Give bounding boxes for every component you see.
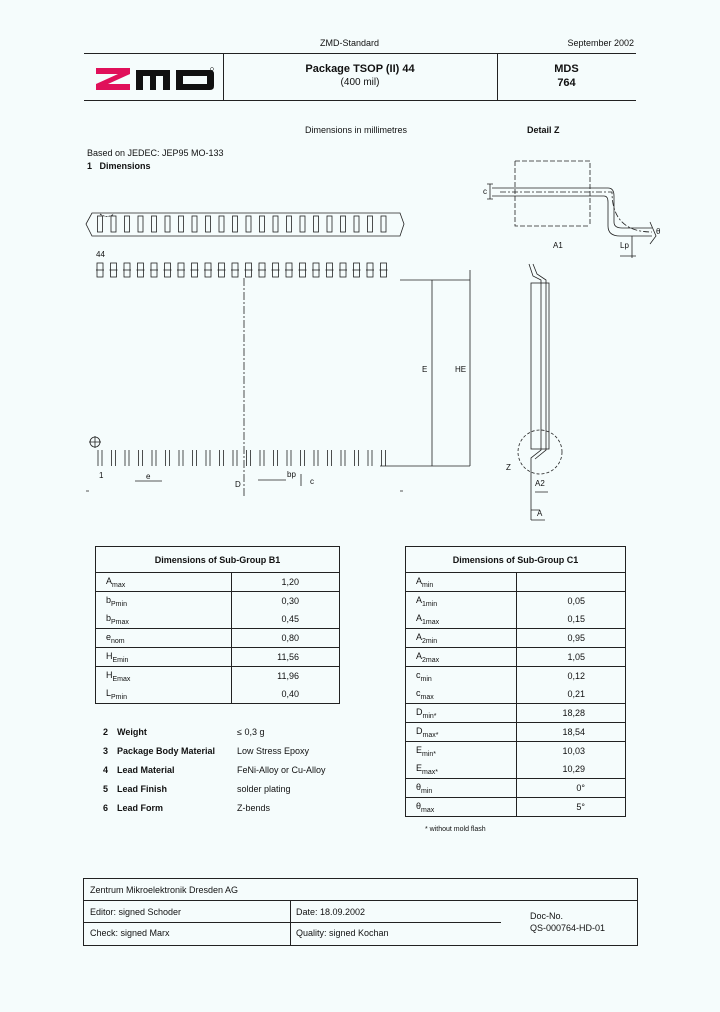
side-pin xyxy=(260,216,265,232)
side-pin xyxy=(341,216,346,232)
Z-label: Z xyxy=(506,463,511,472)
table-sub-group-c1 xyxy=(405,546,626,817)
value-cell: 18,28 xyxy=(517,704,626,723)
item-value: FeNi-Alloy or Cu-Alloy xyxy=(237,765,326,775)
side-pin xyxy=(354,216,359,232)
bp-label: bp xyxy=(287,470,296,479)
table-row xyxy=(96,667,340,686)
side-pin xyxy=(206,216,211,232)
item-value: solder plating xyxy=(237,784,291,794)
table-row xyxy=(96,610,340,629)
section-label: Dimensions xyxy=(99,161,151,171)
symbol: c xyxy=(416,669,421,680)
item-number: 2 xyxy=(103,727,109,737)
symbol: θ xyxy=(416,781,422,792)
value-cell: 5° xyxy=(517,798,626,817)
symbol-subscript: 1max xyxy=(422,618,440,626)
table-row xyxy=(406,573,626,592)
value-cell: 0° xyxy=(517,779,626,798)
item-number: 3 xyxy=(103,746,109,756)
symbol: E xyxy=(416,762,423,773)
table-row xyxy=(96,685,340,704)
item-label: Package Body Material xyxy=(117,746,216,756)
table-row xyxy=(406,648,626,667)
symbol: A xyxy=(416,650,423,661)
side-pin xyxy=(246,216,251,232)
symbol: L xyxy=(106,687,112,698)
value-cell: 18,54 xyxy=(517,723,626,742)
symbol-cell xyxy=(96,685,232,704)
symbol: A xyxy=(416,575,423,586)
value-cell: 0,40 xyxy=(232,685,340,704)
symbol-subscript: min xyxy=(421,787,433,795)
symbol-cell xyxy=(406,573,517,592)
item-value: Z-bends xyxy=(237,803,271,813)
symbol-subscript: min xyxy=(420,675,432,683)
table-row xyxy=(96,629,340,648)
table-row xyxy=(406,592,626,611)
symbol-cell xyxy=(406,610,517,629)
symbol-cell xyxy=(96,629,232,648)
table-row xyxy=(406,610,626,629)
table-b1-title: Dimensions of Sub-Group B1 xyxy=(96,547,340,573)
side-pin xyxy=(152,216,157,232)
symbol-subscript: max xyxy=(112,581,126,589)
side-pin xyxy=(233,216,238,232)
doc-no-label: Doc-No. xyxy=(530,911,564,921)
symbol-subscript: min* xyxy=(422,750,437,758)
symbol-cell xyxy=(406,798,517,817)
symbol: c xyxy=(416,687,421,698)
side-pin xyxy=(273,216,278,232)
footer-title-block xyxy=(83,878,638,946)
value-cell: 0,30 xyxy=(232,592,340,611)
symbol: e xyxy=(106,631,112,642)
jedec-reference: Based on JEDEC: JEP95 MO-133 xyxy=(87,148,224,158)
date: Date: 18.09.2002 xyxy=(296,907,366,917)
c-label: c xyxy=(310,477,314,486)
symbol: θ xyxy=(416,800,422,811)
symbol-cell xyxy=(96,592,232,611)
pitch-dimension-lines xyxy=(135,474,301,486)
symbol: b xyxy=(106,594,112,605)
d-label: D xyxy=(235,480,241,489)
side-pin xyxy=(327,216,332,232)
item-value: Low Stress Epoxy xyxy=(237,746,310,756)
item-number: 4 xyxy=(103,765,109,775)
spec-item xyxy=(103,727,264,737)
symbol-cell xyxy=(406,704,517,723)
editor: Editor: signed Schoder xyxy=(90,907,182,917)
symbol: A xyxy=(416,612,423,623)
symbol: A xyxy=(416,594,423,605)
symbol: D xyxy=(416,706,423,717)
side-pin xyxy=(300,216,305,232)
theta-label: θ xyxy=(656,227,661,236)
value-cell: 1,20 xyxy=(232,573,340,592)
symbol-cell xyxy=(406,723,517,742)
side-pin xyxy=(368,216,373,232)
table-row xyxy=(406,723,626,742)
standard-label: ZMD-Standard xyxy=(320,38,380,48)
side-pin xyxy=(138,216,143,232)
Lp-label: Lp xyxy=(620,241,629,250)
item-number: 6 xyxy=(103,803,109,813)
value-cell: 11,96 xyxy=(232,667,340,686)
table-row xyxy=(406,685,626,704)
value-cell: 0,95 xyxy=(517,629,626,648)
value-cell: 0,21 xyxy=(517,685,626,704)
value-cell: 0,12 xyxy=(517,667,626,686)
symbol-cell xyxy=(406,629,517,648)
crosshair-lines xyxy=(89,436,101,448)
symbol-subscript: Pmin xyxy=(111,693,127,701)
E-label: E xyxy=(422,365,428,374)
table-row xyxy=(406,742,626,761)
spec-item xyxy=(103,784,291,794)
symbol-subscript: max* xyxy=(422,768,438,776)
package-title: Package TSOP (II) 44 xyxy=(305,63,415,75)
symbol-cell xyxy=(406,760,517,779)
check: Check: signed Marx xyxy=(90,928,170,938)
table-row xyxy=(406,704,626,723)
item-value: ≤ 0,3 g xyxy=(237,727,265,737)
symbol-cell xyxy=(96,610,232,629)
side-pin xyxy=(98,216,103,232)
symbol-subscript: min* xyxy=(422,712,437,720)
value-cell: 10,29 xyxy=(517,760,626,779)
value-cell: 0,45 xyxy=(232,610,340,629)
A1-label: A1 xyxy=(553,241,563,250)
symbol-subscript: min xyxy=(422,581,434,589)
spec-item xyxy=(103,765,326,775)
symbol-subscript: Emin xyxy=(112,656,129,664)
symbol-cell xyxy=(406,685,517,704)
item-label: Lead Material xyxy=(117,765,175,775)
symbol-cell xyxy=(406,648,517,667)
HE-label: HE xyxy=(455,365,467,374)
item-label: Weight xyxy=(117,727,147,737)
table-row xyxy=(406,667,626,686)
symbol-cell xyxy=(406,667,517,686)
section-number: 1 xyxy=(87,161,93,171)
symbol-subscript: Emax xyxy=(112,675,131,683)
units-note: Dimensions in millimetres xyxy=(305,125,408,135)
value-cell: 0,05 xyxy=(517,592,626,611)
pin-1-label: 1 xyxy=(99,471,104,480)
value-cell: 10,03 xyxy=(517,742,626,761)
e-label: e xyxy=(146,472,151,481)
symbol: b xyxy=(106,612,112,623)
symbol: H xyxy=(106,650,113,661)
table-row xyxy=(406,798,626,817)
value-cell: 0,15 xyxy=(517,610,626,629)
symbol: D xyxy=(416,725,423,736)
side-pin xyxy=(381,216,386,232)
symbol-subscript: max* xyxy=(422,731,439,739)
symbol: E xyxy=(416,744,423,755)
symbol-subscript: nom xyxy=(111,637,125,645)
footnote: * without mold flash xyxy=(425,826,486,833)
symbol-subscript: 1min xyxy=(422,600,438,608)
symbol-subscript: 2max xyxy=(422,656,440,664)
header-date: September 2002 xyxy=(567,38,634,48)
value-cell: 0,80 xyxy=(232,629,340,648)
side-pin xyxy=(192,216,197,232)
symbol-cell xyxy=(96,648,232,667)
mds-number: 764 xyxy=(557,77,576,89)
pin-44-label: 44 xyxy=(96,250,105,259)
symbol-cell xyxy=(406,779,517,798)
spec-item xyxy=(103,746,309,756)
symbol-cell xyxy=(406,742,517,761)
item-label: Lead Finish xyxy=(117,784,168,794)
table-row xyxy=(96,648,340,667)
symbol-cell xyxy=(96,573,232,592)
package-subtitle: (400 mil) xyxy=(340,77,380,88)
side-pin xyxy=(111,216,116,232)
symbol: A xyxy=(106,575,113,586)
detail-c-label: c xyxy=(483,187,487,196)
side-pin xyxy=(179,216,184,232)
side-pin xyxy=(165,216,170,232)
item-number: 5 xyxy=(103,784,109,794)
side-view-outline xyxy=(86,213,404,236)
mds-label: MDS xyxy=(554,63,579,75)
table-row xyxy=(406,760,626,779)
value-cell: 11,56 xyxy=(232,648,340,667)
table-row xyxy=(96,592,340,611)
side-pin xyxy=(219,216,224,232)
symbol-cell xyxy=(406,592,517,611)
symbol-subscript: max xyxy=(420,693,434,701)
table-row xyxy=(406,629,626,648)
table-row xyxy=(406,779,626,798)
spec-item xyxy=(103,803,270,813)
symbol-subscript: Pmin xyxy=(111,600,127,608)
symbol: H xyxy=(106,669,113,680)
quality: Quality: signed Kochan xyxy=(296,928,389,938)
doc-no-value: QS-000764-HD-01 xyxy=(530,923,606,933)
symbol-subscript: max xyxy=(421,806,435,814)
A-label: A xyxy=(537,509,543,518)
side-pin xyxy=(314,216,319,232)
company-name: Zentrum Mikroelektronik Dresden AG xyxy=(90,885,239,895)
lead-profile xyxy=(492,188,652,236)
side-pin xyxy=(287,216,292,232)
table-sub-group-b1 xyxy=(95,546,340,704)
symbol: A xyxy=(416,631,423,642)
table-row xyxy=(96,573,340,592)
table-c1-title: Dimensions of Sub-Group C1 xyxy=(406,547,626,573)
detail-z-title: Detail Z xyxy=(527,125,560,135)
symbol-subscript: 2min xyxy=(422,637,438,645)
value-cell xyxy=(517,573,626,592)
side-pin xyxy=(125,216,130,232)
item-label: Lead Form xyxy=(117,803,164,813)
symbol-cell xyxy=(96,667,232,686)
A2-label: A2 xyxy=(535,479,545,488)
value-cell: 1,05 xyxy=(517,648,626,667)
symbol-subscript: Pmax xyxy=(111,618,129,626)
